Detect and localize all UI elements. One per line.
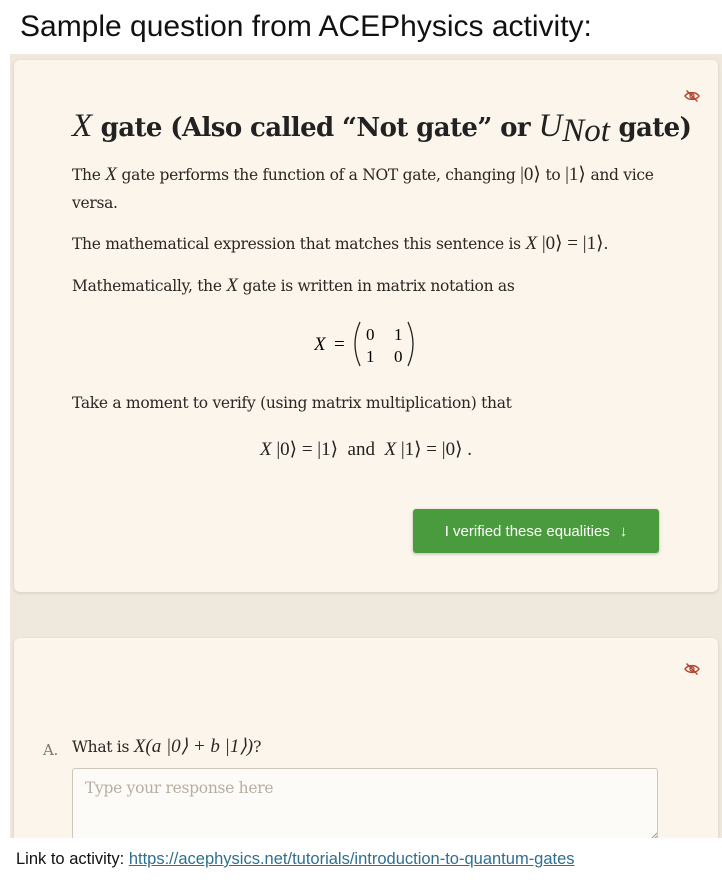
question-letter: A. — [43, 741, 59, 759]
paragraph-1 — [72, 161, 664, 217]
eye-slash-icon[interactable] — [684, 89, 700, 103]
eye-slash-icon[interactable] — [684, 662, 700, 676]
matrix-var: X — [314, 334, 326, 355]
matrix-r2c2: 0 — [394, 347, 403, 366]
eq2-expr-1: |0⟩ = |1⟩ — [276, 439, 339, 460]
p2-end: . — [603, 235, 609, 253]
paragraph-3 — [72, 272, 664, 300]
title-u-sub: Not — [562, 113, 610, 149]
card-title — [72, 108, 691, 150]
question-text-a: What is — [72, 738, 130, 756]
title-u: U — [538, 108, 563, 144]
p1-text-a: The — [72, 166, 101, 184]
p2-expression: X |0⟩ = |1⟩ — [525, 233, 604, 254]
p3-text-a: Mathematically, the — [72, 277, 222, 295]
title-end: gate) — [618, 113, 692, 143]
eq2-expr-2: |1⟩ = |0⟩ — [400, 439, 463, 460]
footer-label: Link to activity: — [16, 850, 125, 868]
eq2-var-1: X — [260, 439, 272, 460]
activity-link[interactable]: https://acephysics.net/tutorials/introduction-to-quantum-gates — [128, 850, 575, 868]
p2-text: The mathematical expression that matches this sentence is — [72, 235, 521, 253]
paragraph-4: Take a moment to verify (using matrix multiplication) that — [72, 394, 512, 412]
question-end: ? — [253, 738, 262, 756]
matrix-r1c1: 0 — [366, 325, 375, 344]
eq2-and: and — [347, 439, 375, 460]
matrix-r1c2: 1 — [394, 325, 403, 344]
title-text: gate (Also called “Not gate” or — [100, 113, 530, 143]
screenshot-area — [10, 54, 722, 838]
eq2-var-2: X — [384, 439, 397, 460]
x-gate-matrix — [314, 316, 424, 372]
p1-ket0: |0⟩ — [520, 164, 541, 185]
p1-text-b: gate performs the function of a NOT gate, changing — [121, 166, 516, 184]
matrix-equals: = — [334, 334, 345, 355]
paragraph-2 — [72, 230, 664, 258]
resize-grip-icon[interactable] — [648, 830, 658, 838]
p1-to: to — [545, 166, 561, 184]
question-expression: X(a |0⟩ + b |1⟩) — [133, 736, 254, 757]
button-label: I verified these equalities — [444, 522, 610, 540]
p1-text-c: and vice versa. — [72, 166, 654, 212]
title-var: X — [72, 108, 93, 144]
matrix-r2c1: 1 — [366, 347, 375, 366]
p3-text-b: gate is written in matrix notation as — [242, 277, 515, 295]
footer — [16, 850, 575, 869]
question-text — [72, 735, 261, 758]
p3-var: X — [226, 275, 238, 296]
p1-var: X — [105, 164, 117, 185]
question-card — [14, 638, 718, 838]
verification-equation — [14, 438, 718, 461]
response-input[interactable] — [72, 768, 658, 838]
eq2-end: . — [467, 439, 472, 460]
verified-equalities-button[interactable] — [413, 509, 659, 553]
p1-ket1: |1⟩ — [565, 164, 586, 185]
arrow-down-icon: ↓ — [619, 522, 628, 540]
gate-info-card — [14, 60, 718, 592]
page-caption: Sample question from ACEPhysics activity: — [20, 10, 592, 43]
